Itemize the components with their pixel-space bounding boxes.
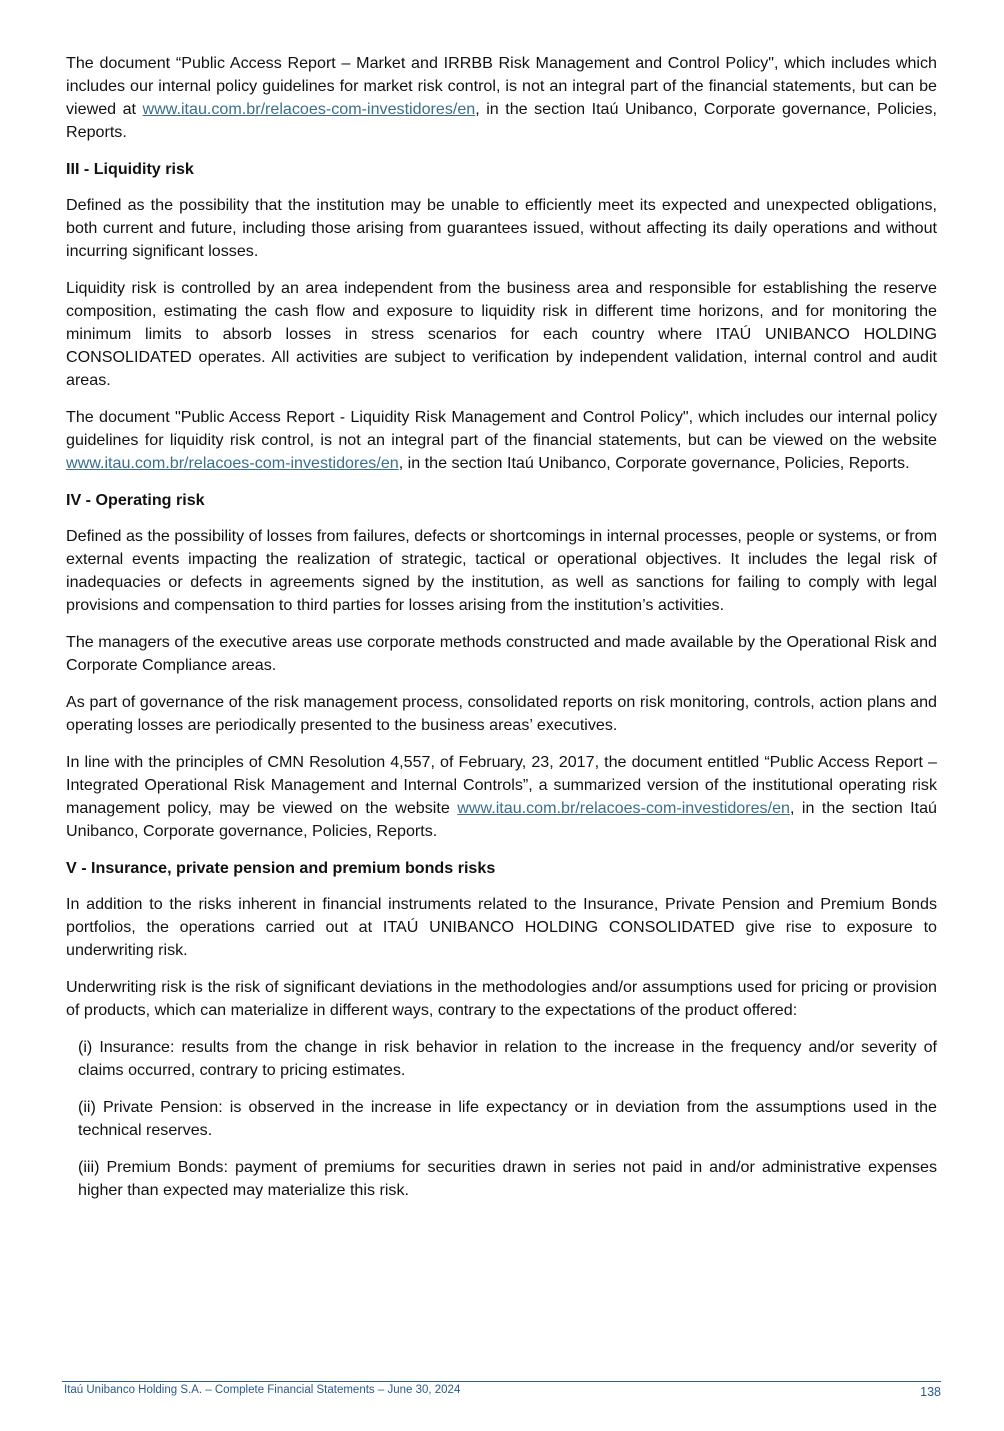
- operating-paragraph-3: As part of governance of the risk management process, consolidated reports on risk monitoring, controls, action plans and operating losses are periodically presented to the business areas’ executives.: [66, 693, 937, 734]
- insurance-item-3: (iii) Premium Bonds: payment of premiums for securities drawn in series not paid in and/or administrative expenses higher than expected may materialize this risk.: [78, 1158, 937, 1199]
- insurance-paragraph-2: Underwriting risk is the risk of significant deviations in the methodologies and/or assumptions used for pricing or provision of products, which can materialize in different ways, contrary to the expectations of the product offered:: [66, 978, 937, 1019]
- operating-investor-relations-link[interactable]: www.itau.com.br/relacoes-com-investidores/en: [457, 799, 790, 817]
- intro-paragraph: [66, 52, 937, 144]
- insurance-item-1: (i) Insurance: results from the change in risk behavior in relation to the increase in the frequency and/or severity of claims occurred, contrary to pricing estimates.: [78, 1038, 937, 1079]
- insurance-paragraph-1: In addition to the risks inherent in financial instruments related to the Insurance, Private Pension and Premium Bonds portfolios, the operations carried out at ITAÚ UNIBANCO HOLDING CONSOLIDATED give rise to exposure to underwriting risk.: [66, 895, 937, 959]
- intro-text-before-link: The document “Public Access Report – Market and IRRBB Risk Management and Control Policy", which includes which includes our internal policy guidelines for market risk control, is not an integral part of the financial statements, but can be viewed at: [66, 54, 937, 118]
- document-body: [66, 52, 937, 1216]
- operating-risk-heading: IV - Operating risk: [66, 491, 205, 509]
- operating-paragraph-2: The managers of the executive areas use corporate methods constructed and made available by the Operational Risk and Corporate Compliance areas.: [66, 633, 937, 674]
- liquidity-paragraph-1: Defined as the possibility that the institution may be unable to efficiently meet its expected and unexpected obligations, both current and future, including those arising from guarantees issued, without affecting its daily operations and without incurring significant losses.: [66, 196, 937, 260]
- insurance-risk-heading: V - Insurance, private pension and premium bonds risks: [66, 859, 496, 877]
- liquidity-p3-before-link: The document "Public Access Report - Liquidity Risk Management and Control Policy", which includes our internal policy guidelines for liquidity risk control, is not an integral part of the financial statements, but can be viewed on the website: [66, 408, 937, 449]
- liquidity-risk-heading: III - Liquidity risk: [66, 160, 194, 178]
- liquidity-p3-after-link: , in the section Itaú Unibanco, Corporate governance, Policies, Reports.: [398, 454, 910, 472]
- liquidity-paragraph-3: [66, 406, 937, 475]
- footer-divider: [62, 1381, 941, 1382]
- liquidity-paragraph-2: Liquidity risk is controlled by an area independent from the business area and responsible for establishing the reserve composition, estimating the cash flow and exposure to liquidity risk in different time horizons, and for monitoring the minimum limits to absorb losses in stress scenarios for each country where ITAÚ UNIBANCO HOLDING CONSOLIDATED operates. All activities are subject to verification by independent validation, internal control and audit areas.: [66, 279, 937, 389]
- intro-text-after-link: , in the section Itaú Unibanco, Corporate governance, Policies, Reports.: [66, 100, 937, 141]
- investor-relations-link[interactable]: www.itau.com.br/relacoes-com-investidores/en: [142, 100, 476, 118]
- footer-page-number: 138: [920, 1385, 941, 1399]
- operating-p4-after-link: , in the section Itaú Unibanco, Corporate governance, Policies, Reports.: [66, 799, 938, 840]
- operating-paragraph-1: Defined as the possibility of losses from failures, defects or shortcomings in internal processes, people or systems, or from external events impacting the realization of strategic, tactical or operational objectives. It includes the legal risk of inadequacies or defects in agreements signed by the institution, as well as sanctions for failing to comply with legal provisions and compensation to third parties for losses arising from the institution’s activities.: [66, 527, 937, 614]
- operating-p4-before-link: In line with the principles of CMN Resolution 4,557, of February, 23, 2017, the document entitled “Public Access Report – Integrated Operational Risk Management and Internal Controls”, a summarized version of the institutional operating risk management policy, may be viewed on the website: [66, 753, 937, 817]
- liquidity-investor-relations-link[interactable]: www.itau.com.br/relacoes-com-investidores/en: [66, 454, 399, 472]
- insurance-item-2: (ii) Private Pension: is observed in the increase in life expectancy or in deviation from the assumptions used in the technical reserves.: [78, 1098, 937, 1139]
- footer-document-title: Itaú Unibanco Holding S.A. – Complete Financial Statements – June 30, 2024: [64, 1384, 461, 1396]
- operating-paragraph-4: [66, 751, 937, 843]
